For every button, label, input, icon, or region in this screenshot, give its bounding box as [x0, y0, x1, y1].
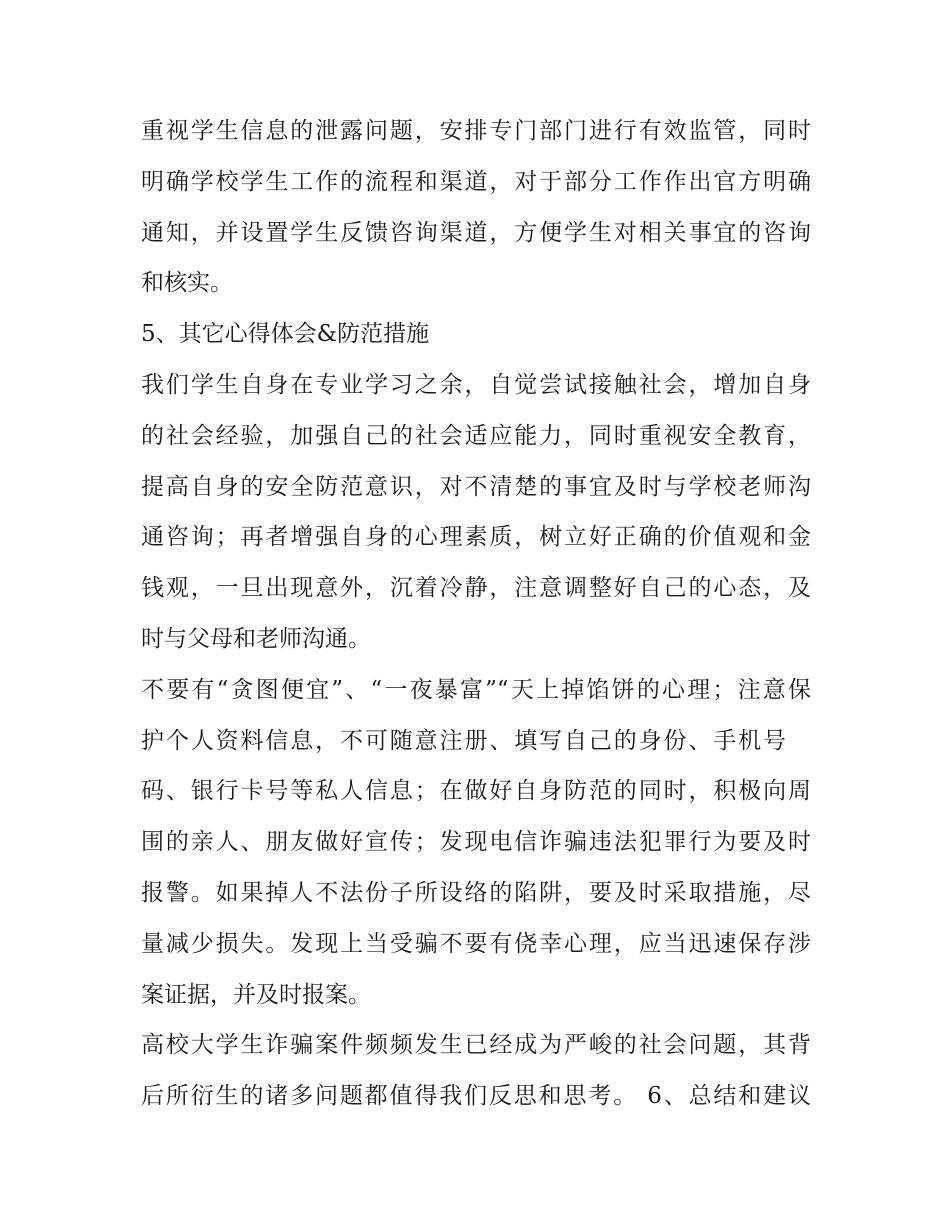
paragraph-4-line-2: 护个人资料信息，不可随意注册、填写自己的身份、手机号 — [141, 727, 786, 754]
paragraph-4-line-6: 量减少损失。发现上当受骗不要有侥幸心理，应当迅速保存涉 — [141, 930, 811, 957]
paragraph-4-line-5: 报警。如果掉人不法份子所设络的陷阱，要及时采取措施，尽 — [141, 879, 811, 906]
paragraph-1-line-1: 重视学生信息的泄露问题，安排专门部门进行有效监管，同时 — [141, 118, 811, 144]
paragraph-1-line-3: 通知，并设置学生反馈咨询渠道，方便学生对相关事宜的咨询 — [141, 219, 811, 246]
document-body — [141, 106, 821, 1122]
paragraph-3-line-1: 我们学生自身在专业学习之余，自觉尝试接触社会，增加自身 — [141, 371, 811, 398]
paragraph-3-line-4: 通咨询；再者增强自身的心理素质，树立好正确的价值观和金 — [141, 524, 811, 551]
paragraph-1-line-2: 明确学校学生工作的流程和渠道，对于部分工作作出官方明确 — [141, 168, 811, 195]
paragraph-4-line-4: 围的亲人、朋友做好宣传；发现电信诈骗违法犯罪行为要及时 — [141, 829, 811, 856]
paragraph-3-line-5: 钱观，一旦出现意外，沉着冷静，注意调整好自己的心态，及 — [141, 575, 811, 602]
paragraph-3-line-2: 的社会经验，加强自己的社会适应能力，同时重视安全教育， — [141, 422, 811, 449]
paragraph-3-line-3: 提高自身的安全防范意识，对不清楚的事宜及时与学校老师沟 — [141, 473, 811, 500]
paragraph-3-line-6: 时与父母和老师沟通。 — [141, 625, 371, 652]
paragraph-5-line-1: 高校大学生诈骗案件频频发生已经成为严峻的社会问题，其背 — [141, 1032, 811, 1059]
paragraph-5-line-2: 后所衍生的诸多问题都值得我们反思和思考。 6、总结和建议 — [141, 1083, 811, 1110]
paragraph-1-line-4: 和核实。 — [141, 270, 233, 297]
paragraph-4-line-7: 案证据，并及时报案。 — [141, 981, 371, 1008]
paragraph-4-line-3: 码、银行卡号等私人信息；在做好自身防范的同时，积极向周 — [141, 778, 811, 805]
section-heading-5: 5、其它心得体会&防范措施 — [141, 321, 430, 348]
paragraph-4-line-1: 不要有“贪图便宜”、“一夜暴富”“天上掉馅饼的心理；注意保 — [141, 676, 811, 703]
